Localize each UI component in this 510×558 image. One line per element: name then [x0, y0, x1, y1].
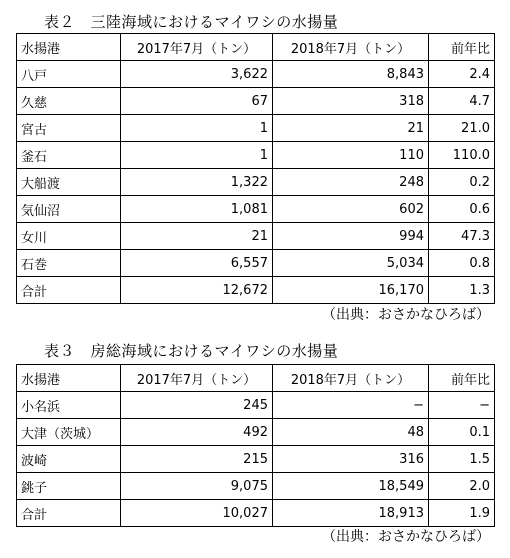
table-row — [17, 250, 495, 277]
value-2017: 492 — [121, 419, 273, 446]
table-row — [17, 61, 495, 88]
table-row — [17, 223, 495, 250]
column-header-2017: 2017年7月（トン） — [121, 34, 273, 61]
value-ratio: 21.0 — [429, 115, 495, 142]
value-2018: 994 — [273, 223, 429, 250]
port-name: 小名浜 — [17, 392, 121, 419]
table2 — [16, 33, 495, 304]
port-name: 釜石 — [17, 142, 121, 169]
port-name: 女川 — [17, 223, 121, 250]
value-ratio: 4.7 — [429, 88, 495, 115]
table2-caption: 表２ 三陸海域におけるマイワシの水揚量 — [44, 13, 339, 31]
value-2018: 18,549 — [273, 473, 429, 500]
column-header-2017: 2017年7月（トン） — [121, 365, 273, 392]
table-row — [17, 115, 495, 142]
port-name: 気仙沼 — [17, 196, 121, 223]
value-2017: 10,027 — [121, 500, 273, 527]
table-header-row — [17, 365, 495, 392]
table2-source: （出典：おさかなひろば） — [322, 307, 490, 323]
value-ratio: 1.3 — [429, 277, 495, 304]
value-2017: 1 — [121, 142, 273, 169]
value-ratio: 2.4 — [429, 61, 495, 88]
port-name: 石巻 — [17, 250, 121, 277]
value-2017: 245 — [121, 392, 273, 419]
value-ratio: 0.8 — [429, 250, 495, 277]
column-header-ratio: 前年比 — [429, 34, 495, 61]
table-row — [17, 142, 495, 169]
table-row — [17, 392, 495, 419]
table3 — [16, 364, 495, 527]
column-header-ratio: 前年比 — [429, 365, 495, 392]
value-ratio: 0.2 — [429, 169, 495, 196]
port-name: 大船渡 — [17, 169, 121, 196]
table-row — [17, 419, 495, 446]
port-name: 合計 — [17, 500, 121, 527]
column-header-port: 水揚港 — [17, 365, 121, 392]
table-row — [17, 169, 495, 196]
port-name: 大津（茨城） — [17, 419, 121, 446]
value-2017: 1,322 — [121, 169, 273, 196]
table-row — [17, 446, 495, 473]
value-ratio: 47.3 — [429, 223, 495, 250]
table3-caption: 表３ 房総海域におけるマイワシの水揚量 — [44, 342, 339, 360]
table-total-row — [17, 277, 495, 304]
value-ratio: 0.1 — [429, 419, 495, 446]
table-row — [17, 88, 495, 115]
port-name: 宮古 — [17, 115, 121, 142]
table-header-row — [17, 34, 495, 61]
value-ratio: 0.6 — [429, 196, 495, 223]
value-ratio: 1.5 — [429, 446, 495, 473]
table-row — [17, 473, 495, 500]
value-2018: − — [273, 392, 429, 419]
value-ratio: − — [429, 392, 495, 419]
value-2018: 110 — [273, 142, 429, 169]
value-2018: 16,170 — [273, 277, 429, 304]
value-2017: 215 — [121, 446, 273, 473]
port-name: 合計 — [17, 277, 121, 304]
value-2017: 21 — [121, 223, 273, 250]
value-ratio: 2.0 — [429, 473, 495, 500]
value-2017: 1,081 — [121, 196, 273, 223]
column-header-port: 水揚港 — [17, 34, 121, 61]
column-header-2018: 2018年7月（トン） — [273, 365, 429, 392]
table-row — [17, 196, 495, 223]
port-name: 八戸 — [17, 61, 121, 88]
value-2018: 316 — [273, 446, 429, 473]
value-2018: 602 — [273, 196, 429, 223]
value-ratio: 110.0 — [429, 142, 495, 169]
value-2018: 18,913 — [273, 500, 429, 527]
value-2017: 1 — [121, 115, 273, 142]
port-name: 銚子 — [17, 473, 121, 500]
table3-source: （出典：おさかなひろば） — [322, 529, 490, 545]
value-2018: 5,034 — [273, 250, 429, 277]
value-2017: 67 — [121, 88, 273, 115]
column-header-2018: 2018年7月（トン） — [273, 34, 429, 61]
value-2018: 21 — [273, 115, 429, 142]
value-2017: 6,557 — [121, 250, 273, 277]
port-name: 波崎 — [17, 446, 121, 473]
value-2018: 8,843 — [273, 61, 429, 88]
value-2017: 9,075 — [121, 473, 273, 500]
value-2018: 248 — [273, 169, 429, 196]
value-2017: 12,672 — [121, 277, 273, 304]
value-2018: 48 — [273, 419, 429, 446]
port-name: 久慈 — [17, 88, 121, 115]
value-2018: 318 — [273, 88, 429, 115]
value-ratio: 1.9 — [429, 500, 495, 527]
value-2017: 3,622 — [121, 61, 273, 88]
table-total-row — [17, 500, 495, 527]
